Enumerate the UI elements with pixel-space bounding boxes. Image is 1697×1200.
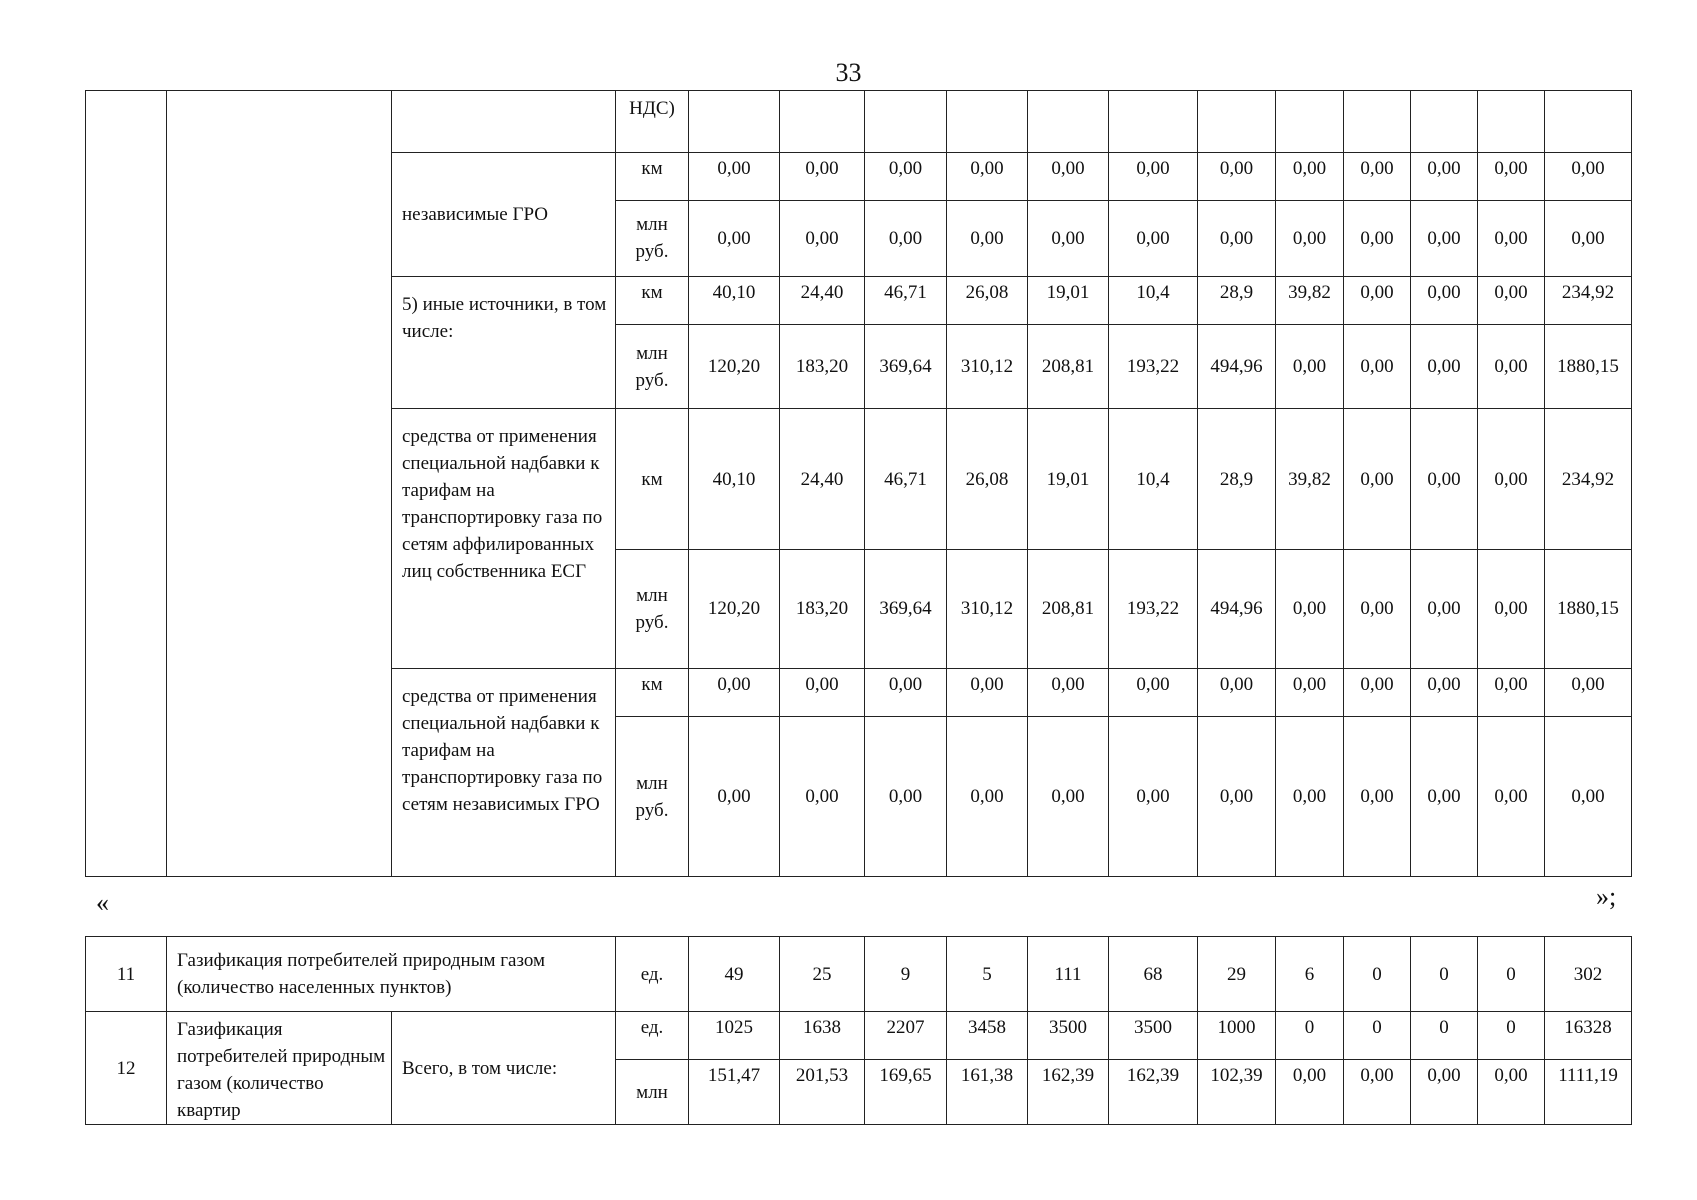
value-cell: 0: [1478, 937, 1545, 1012]
unit-cell: НДС): [616, 91, 689, 153]
value-cell: 183,20: [780, 325, 865, 409]
value-cell: [689, 91, 780, 153]
unit-cell: млн руб.: [616, 549, 689, 668]
value-cell: 39,82: [1276, 409, 1344, 549]
value-cell: 0,00: [1545, 717, 1632, 877]
value-cell: 0: [1411, 1012, 1478, 1060]
value-cell: 0,00: [947, 717, 1028, 877]
value-cell: 26,08: [947, 276, 1028, 325]
value-cell: 0,00: [1478, 1060, 1545, 1125]
value-cell: 0,00: [1198, 152, 1276, 201]
value-cell: 3458: [947, 1012, 1028, 1060]
upper-table: [85, 90, 1632, 877]
table-row: [86, 91, 1632, 153]
value-cell: [1276, 91, 1344, 153]
value-cell: 0,00: [689, 717, 780, 877]
value-cell: 16328: [1545, 1012, 1632, 1060]
value-cell: 0,00: [1545, 152, 1632, 201]
value-cell: 0,00: [1411, 276, 1478, 325]
value-cell: 201,53: [780, 1060, 865, 1125]
value-cell: 369,64: [865, 325, 947, 409]
value-cell: 1111,19: [1545, 1060, 1632, 1125]
value-cell: 0,00: [1545, 201, 1632, 277]
value-cell: 0,00: [1411, 152, 1478, 201]
source-label: независимые ГРО: [392, 152, 616, 276]
unit-cell: км: [616, 276, 689, 325]
value-cell: 0,00: [1276, 1060, 1344, 1125]
value-cell: [1028, 91, 1109, 153]
value-cell: 193,22: [1109, 549, 1198, 668]
value-cell: 39,82: [1276, 276, 1344, 325]
value-cell: 28,9: [1198, 409, 1276, 549]
value-cell: 0: [1411, 937, 1478, 1012]
value-cell: 0: [1344, 937, 1411, 1012]
value-cell: 0,00: [1411, 668, 1478, 717]
value-cell: 0: [1344, 1012, 1411, 1060]
value-cell: 120,20: [689, 325, 780, 409]
value-cell: 0,00: [1028, 152, 1109, 201]
value-cell: [947, 91, 1028, 153]
unit-cell: км: [616, 152, 689, 201]
value-cell: 40,10: [689, 409, 780, 549]
value-cell: 162,39: [1109, 1060, 1198, 1125]
unit-cell: км: [616, 668, 689, 717]
value-cell: 0,00: [1276, 549, 1344, 668]
value-cell: 0,00: [1411, 1060, 1478, 1125]
row-number-cell: [86, 91, 167, 877]
value-cell: 0,00: [1344, 549, 1411, 668]
value-cell: 0,00: [1344, 668, 1411, 717]
value-cell: 0,00: [780, 717, 865, 877]
value-cell: 0,00: [1478, 325, 1545, 409]
value-cell: 29: [1198, 937, 1276, 1012]
value-cell: 0,00: [1344, 409, 1411, 549]
value-cell: 0,00: [1109, 201, 1198, 277]
value-cell: 0,00: [947, 668, 1028, 717]
value-cell: 0,00: [1276, 325, 1344, 409]
value-cell: 208,81: [1028, 325, 1109, 409]
value-cell: 0,00: [1411, 201, 1478, 277]
value-cell: 0,00: [1344, 1060, 1411, 1125]
value-cell: 102,39: [1198, 1060, 1276, 1125]
value-cell: [1109, 91, 1198, 153]
value-cell: 0,00: [1028, 717, 1109, 877]
value-cell: 0,00: [1411, 717, 1478, 877]
page-number: 33: [835, 58, 862, 87]
value-cell: 494,96: [1198, 549, 1276, 668]
sublabel-cell: Всего, в том числе:: [392, 1012, 616, 1125]
value-cell: 28,9: [1198, 276, 1276, 325]
value-cell: 0,00: [1198, 201, 1276, 277]
value-cell: 162,39: [1028, 1060, 1109, 1125]
value-cell: 0,00: [689, 668, 780, 717]
value-cell: 0: [1276, 1012, 1344, 1060]
value-cell: 0,00: [865, 668, 947, 717]
indicator-label: Газификация потребителей природным газом (количество квартир: [167, 1012, 392, 1125]
value-cell: 19,01: [1028, 409, 1109, 549]
unit-cell: км: [616, 409, 689, 549]
value-cell: 310,12: [947, 325, 1028, 409]
value-cell: 2207: [865, 1012, 947, 1060]
unit-cell: млн руб.: [616, 201, 689, 277]
value-cell: 0,00: [865, 152, 947, 201]
value-cell: 310,12: [947, 549, 1028, 668]
source-label: средства от применения специальной надбавки к тарифам на транспортировку газа по сетям независимых ГРО: [392, 668, 616, 876]
value-cell: 26,08: [947, 409, 1028, 549]
value-cell: 1880,15: [1545, 325, 1632, 409]
value-cell: 46,71: [865, 409, 947, 549]
value-cell: 0,00: [1276, 668, 1344, 717]
value-cell: 1880,15: [1545, 549, 1632, 668]
unit-cell: млн: [616, 1060, 689, 1125]
value-cell: 24,40: [780, 409, 865, 549]
value-cell: 0,00: [865, 201, 947, 277]
value-cell: 234,92: [1545, 276, 1632, 325]
row-number: 12: [86, 1012, 167, 1125]
value-cell: 0,00: [1028, 201, 1109, 277]
unit-cell: млн руб.: [616, 325, 689, 409]
value-cell: 6: [1276, 937, 1344, 1012]
value-cell: 25: [780, 937, 865, 1012]
value-cell: 0,00: [1478, 668, 1545, 717]
value-cell: 0,00: [1411, 549, 1478, 668]
source-label: 5) иные источники, в том числе:: [392, 276, 616, 409]
value-cell: 0,00: [1344, 276, 1411, 325]
value-cell: 0,00: [1276, 152, 1344, 201]
source-cell: [392, 91, 616, 153]
value-cell: 10,4: [1109, 276, 1198, 325]
value-cell: 208,81: [1028, 549, 1109, 668]
value-cell: 0,00: [1344, 325, 1411, 409]
value-cell: [1478, 91, 1545, 153]
quote-open: «: [96, 888, 109, 917]
value-cell: 0,00: [1478, 276, 1545, 325]
lower-table: [85, 936, 1632, 1125]
table-row: [86, 1012, 1632, 1060]
value-cell: 0,00: [780, 668, 865, 717]
value-cell: 169,65: [865, 1060, 947, 1125]
value-cell: [1344, 91, 1411, 153]
unit-cell: ед.: [616, 1012, 689, 1060]
value-cell: 49: [689, 937, 780, 1012]
value-cell: [865, 91, 947, 153]
indicator-cell: [167, 91, 392, 877]
unit-cell: ед.: [616, 937, 689, 1012]
value-cell: 0,00: [1478, 717, 1545, 877]
value-cell: 46,71: [865, 276, 947, 325]
value-cell: 0,00: [1276, 717, 1344, 877]
value-cell: 0,00: [1344, 201, 1411, 277]
value-cell: 0,00: [1109, 668, 1198, 717]
value-cell: 0,00: [947, 152, 1028, 201]
value-cell: 0,00: [865, 717, 947, 877]
value-cell: 1000: [1198, 1012, 1276, 1060]
value-cell: 68: [1109, 937, 1198, 1012]
value-cell: 0,00: [689, 201, 780, 277]
value-cell: 19,01: [1028, 276, 1109, 325]
row-number: 11: [86, 937, 167, 1012]
value-cell: 0,00: [1478, 409, 1545, 549]
source-label: средства от применения специальной надбавки к тарифам на транспортировку газа по сетям аффилированных лиц собственника ЕСГ: [392, 409, 616, 668]
value-cell: 0,00: [1344, 152, 1411, 201]
value-cell: 0,00: [1478, 549, 1545, 668]
indicator-label: Газификация потребителей природным газом (количество населенных пунктов): [167, 937, 616, 1012]
value-cell: 494,96: [1198, 325, 1276, 409]
value-cell: 120,20: [689, 549, 780, 668]
value-cell: 302: [1545, 937, 1632, 1012]
value-cell: 0,00: [1545, 668, 1632, 717]
value-cell: 40,10: [689, 276, 780, 325]
value-cell: 0,00: [1478, 201, 1545, 277]
value-cell: 0,00: [780, 152, 865, 201]
value-cell: [1198, 91, 1276, 153]
value-cell: 0,00: [1411, 409, 1478, 549]
value-cell: 0,00: [1109, 717, 1198, 877]
value-cell: 0,00: [1109, 152, 1198, 201]
value-cell: 24,40: [780, 276, 865, 325]
value-cell: 0,00: [1198, 668, 1276, 717]
quote-close: »;: [1596, 882, 1617, 911]
value-cell: 183,20: [780, 549, 865, 668]
unit-cell: млн руб.: [616, 717, 689, 877]
value-cell: 0,00: [1411, 325, 1478, 409]
value-cell: 0,00: [689, 152, 780, 201]
value-cell: 5: [947, 937, 1028, 1012]
value-cell: 193,22: [1109, 325, 1198, 409]
value-cell: 10,4: [1109, 409, 1198, 549]
value-cell: 151,47: [689, 1060, 780, 1125]
value-cell: [780, 91, 865, 153]
value-cell: 0,00: [1028, 668, 1109, 717]
value-cell: [1411, 91, 1478, 153]
value-cell: 234,92: [1545, 409, 1632, 549]
value-cell: 3500: [1028, 1012, 1109, 1060]
value-cell: 9: [865, 937, 947, 1012]
value-cell: 0,00: [1198, 717, 1276, 877]
value-cell: 0,00: [1276, 201, 1344, 277]
value-cell: 0,00: [1344, 717, 1411, 877]
value-cell: 0,00: [947, 201, 1028, 277]
value-cell: [1545, 91, 1632, 153]
value-cell: 0,00: [1478, 152, 1545, 201]
value-cell: 111: [1028, 937, 1109, 1012]
value-cell: 0,00: [780, 201, 865, 277]
value-cell: 1638: [780, 1012, 865, 1060]
table-row: [86, 937, 1632, 1012]
value-cell: 3500: [1109, 1012, 1198, 1060]
value-cell: 369,64: [865, 549, 947, 668]
value-cell: 0: [1478, 1012, 1545, 1060]
value-cell: 1025: [689, 1012, 780, 1060]
value-cell: 161,38: [947, 1060, 1028, 1125]
